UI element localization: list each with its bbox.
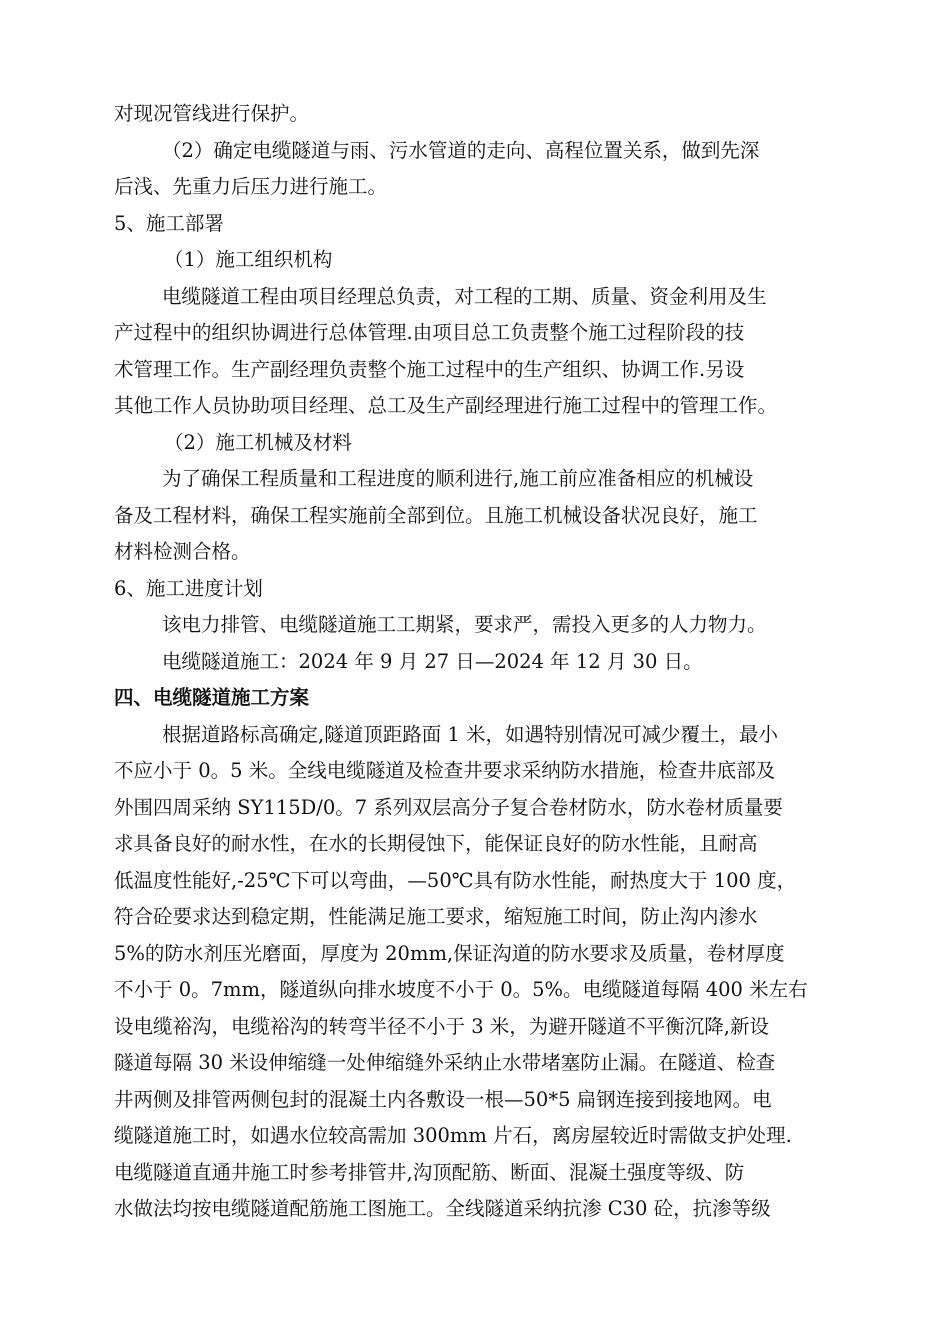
paragraph-line: 外围四周采纳 SY115D/0。7 系列双层高分子复合卷材防水，防水卷材质量要 bbox=[114, 796, 783, 819]
paragraph-line: 产过程中的组织协调进行总体管理.由项目总工负责整个施工过程阶段的技 bbox=[114, 321, 745, 344]
subsection-heading: （2）施工机械及材料 bbox=[164, 431, 352, 454]
paragraph-line: 5%的防水剂压光磨面，厚度为 20mm,保证沟道的防水要求及质量，卷材厚度 bbox=[114, 942, 785, 965]
paragraph-line: 材料检测合格。 bbox=[114, 540, 251, 563]
section-heading: 5、施工部署 bbox=[114, 212, 224, 235]
paragraph-line: 电缆隧道直通井施工时参考排管井,沟顶配筋、断面、混凝土强度等级、防 bbox=[114, 1161, 745, 1184]
section-heading: 6、施工进度计划 bbox=[114, 577, 263, 600]
paragraph-line: 其他工作人员协助项目经理、总工及生产副经理进行施工过程中的管理工作。 bbox=[114, 394, 778, 417]
paragraph-line: 术管理工作。生产副经理负责整个施工过程中的生产组织、协调工作.另设 bbox=[114, 358, 745, 381]
paragraph-line: 求具备良好的耐水性，在水的长期侵蚀下，能保证良好的防水性能，且耐高 bbox=[114, 832, 758, 855]
paragraph-line: 不小于 0。7mm，隧道纵向排水坡度不小于 0。5%。电缆隧道每隔 400 米左右 bbox=[114, 978, 808, 1001]
subsection-heading: （1）施工组织机构 bbox=[164, 248, 333, 271]
paragraph-line: 隧道每隔 30 米设伸缩缝一处伸缩缝外采纳止水带堵塞防止漏。在隧道、检查 bbox=[114, 1051, 776, 1074]
paragraph-line: 不应小于 0。5 米。全线电缆隧道及检查井要求采纳防水措施，检查井底部及 bbox=[114, 759, 776, 782]
paragraph-line: 根据道路标高确定,隧道顶距路面 1 米，如遇特别情况可减少覆土，最小 bbox=[162, 723, 779, 746]
paragraph-line: 井两侧及排管两侧包封的混凝土内各敷设一根—50*5 扁钢连接到接地网。电 bbox=[114, 1088, 772, 1111]
paragraph-line: 设电缆裕沟，电缆裕沟的转弯半径不小于 3 米，为避开隧道不平衡沉降,新设 bbox=[114, 1015, 770, 1038]
paragraph-line: 电缆隧道施工：2024 年 9 月 27 日—2024 年 12 月 30 日。 bbox=[162, 650, 703, 673]
paragraph-line: 后浅、先重力后压力进行施工。 bbox=[114, 175, 388, 198]
paragraph-line: 为了确保工程质量和工程进度的顺利进行,施工前应准备相应的机械设 bbox=[162, 467, 754, 490]
paragraph-line: 对现况管线进行保护。 bbox=[114, 102, 310, 125]
paragraph-line: 备及工程材料，确保工程实施前全部到位。且施工机械设备状况良好，施工 bbox=[114, 504, 758, 527]
paragraph-line: 缆隧道施工时，如遇水位较高需加 300mm 片石，离房屋较近时需做支护处理. bbox=[114, 1124, 792, 1147]
paragraph-line: 该电力排管、电缆隧道施工工期紧，要求严，需投入更多的人力物力。 bbox=[162, 613, 767, 636]
paragraph-line: （2）确定电缆隧道与雨、污水管道的走向、高程位置关系，做到先深 bbox=[162, 139, 760, 162]
chapter-heading: 四、电缆隧道施工方案 bbox=[114, 686, 310, 709]
paragraph-line: 电缆隧道工程由项目经理总负责，对工程的工期、质量、资金利用及生 bbox=[162, 285, 767, 308]
paragraph-line: 低温度性能好,-25℃下可以弯曲，—50℃具有防水性能，耐热度大于 100 度， bbox=[114, 869, 797, 892]
paragraph-line: 水做法均按电缆隧道配筋施工图施工。全线隧道采纳抗渗 C30 砼，抗渗等级 bbox=[114, 1197, 771, 1220]
paragraph-line: 符合砼要求达到稳定期，性能满足施工要求，缩短施工时间，防止沟内渗水 bbox=[114, 905, 758, 928]
